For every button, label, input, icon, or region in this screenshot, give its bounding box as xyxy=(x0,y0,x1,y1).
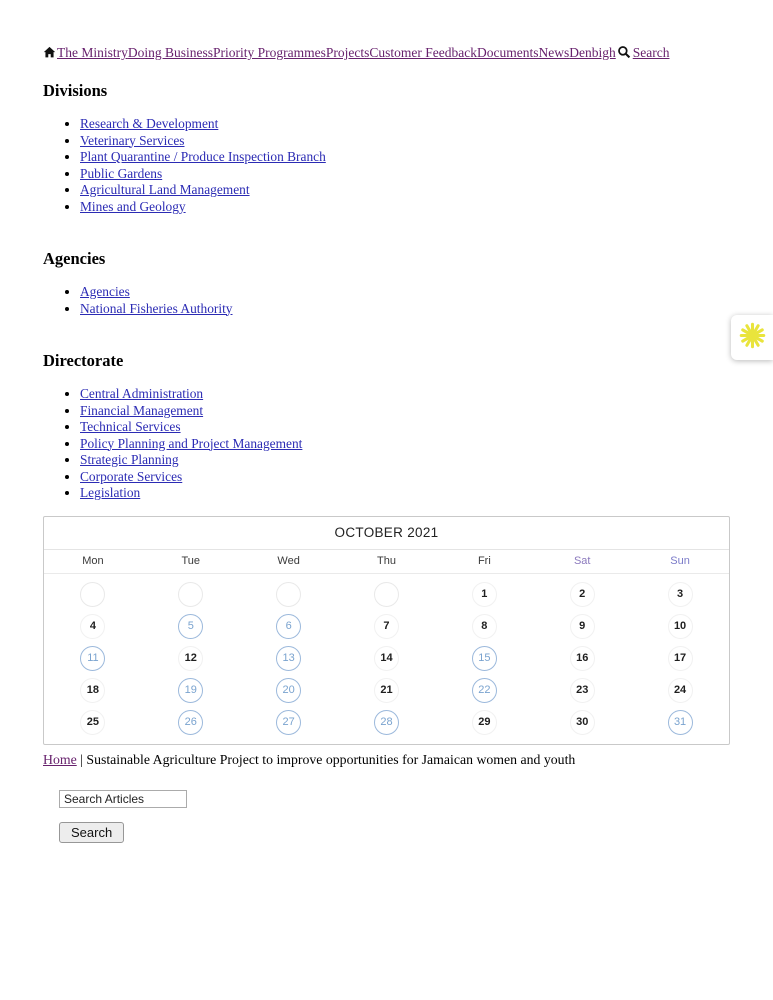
calendar-day-23: 23 xyxy=(570,678,595,703)
link-technical-services[interactable]: Technical Services xyxy=(80,419,181,434)
calendar-day-24: 24 xyxy=(668,678,693,703)
nav-links xyxy=(57,45,616,60)
link-financial-management[interactable]: Financial Management xyxy=(80,402,204,418)
calendar-day-9: 9 xyxy=(570,614,595,639)
calendar-cell xyxy=(44,582,142,607)
calendar-header-tue: Tue xyxy=(181,554,201,567)
section-title-directorate: Directorate xyxy=(43,351,124,370)
section-title-divisions: Divisions xyxy=(43,81,108,100)
calendar-day-15[interactable]: 15 xyxy=(472,646,497,671)
calendar-cell xyxy=(338,710,436,735)
calendar-empty-day xyxy=(80,582,105,607)
link-mines-and-geology[interactable]: Mines and Geology xyxy=(80,198,186,214)
link-agencies[interactable]: Agencies xyxy=(80,284,130,299)
calendar-cell xyxy=(44,710,142,735)
nav-search-link[interactable] xyxy=(616,45,670,60)
calendar-grid xyxy=(44,574,729,744)
calendar-empty-day xyxy=(374,582,399,607)
main-nav xyxy=(43,44,730,61)
calendar-cell xyxy=(44,646,142,671)
calendar-header-fri: Fri xyxy=(477,554,491,567)
list-item xyxy=(80,166,730,183)
calendar-cell xyxy=(435,614,533,639)
home-link[interactable] xyxy=(43,45,56,60)
calendar-cell xyxy=(240,710,338,735)
calendar-day-21: 21 xyxy=(374,678,399,703)
calendar-day-5[interactable]: 5 xyxy=(178,614,203,639)
calendar-header-wed: Wed xyxy=(277,554,300,567)
list-item xyxy=(80,133,730,150)
link-veterinary-services[interactable]: Veterinary Services xyxy=(80,132,185,148)
link-agricultural-land-management[interactable]: Agricultural Land Management xyxy=(80,182,250,197)
link-legislation[interactable]: Legislation xyxy=(80,485,141,500)
calendar-day-22[interactable]: 22 xyxy=(472,678,497,703)
calendar-day-6[interactable]: 6 xyxy=(276,614,301,639)
nav-link-projects[interactable]: Projects xyxy=(325,45,370,60)
calendar-cell xyxy=(44,678,142,703)
calendar-day-17: 17 xyxy=(668,646,693,671)
calendar-cell xyxy=(240,646,338,671)
calendar-day-8: 8 xyxy=(472,614,497,639)
calendar-cell xyxy=(631,646,729,671)
link-plant-quarantine-produce-inspection-branch[interactable]: Plant Quarantine / Produce Inspection Branch xyxy=(80,149,326,164)
calendar-cell xyxy=(142,614,240,639)
calendar-day-2: 2 xyxy=(570,582,595,607)
calendar-day-11[interactable]: 11 xyxy=(80,646,105,671)
calendar-cell xyxy=(533,710,631,735)
nav-link-the-ministry[interactable]: The Ministry xyxy=(57,45,128,60)
calendar-cell xyxy=(435,678,533,703)
nav-link-doing-business[interactable]: Doing Business xyxy=(127,45,214,60)
calendar-cell xyxy=(435,582,533,607)
sections xyxy=(43,81,730,502)
calendar-cell xyxy=(631,614,729,639)
calendar-cell xyxy=(435,710,533,735)
calendar-cell xyxy=(240,678,338,703)
list-item xyxy=(80,116,730,133)
calendar-empty-day xyxy=(178,582,203,607)
calendar-header-sun: Sun xyxy=(670,554,690,567)
calendar-header-mon: Mon xyxy=(82,554,104,567)
list-item xyxy=(80,403,730,420)
calendar-cell xyxy=(631,710,729,735)
calendar-cell xyxy=(631,678,729,703)
search-articles-input[interactable] xyxy=(59,790,187,808)
calendar-day-1: 1 xyxy=(472,582,497,607)
calendar-day-4: 4 xyxy=(80,614,105,639)
calendar-cell xyxy=(533,582,631,607)
article-search xyxy=(59,790,730,843)
calendar-day-18: 18 xyxy=(80,678,105,703)
breadcrumb xyxy=(43,752,730,768)
link-corporate-services[interactable]: Corporate Services xyxy=(80,468,183,484)
search-button[interactable]: Search xyxy=(59,822,124,843)
section-title-agencies: Agencies xyxy=(43,249,106,268)
calendar-cell xyxy=(631,582,729,607)
nav-link-priority-programmes[interactable]: Priority Programmes xyxy=(213,45,326,60)
list-item xyxy=(80,284,730,301)
calendar-cell xyxy=(533,646,631,671)
nav-link-denbigh[interactable]: Denbigh xyxy=(569,45,616,60)
nav-link-customer-feedback[interactable]: Customer Feedback xyxy=(369,45,477,60)
calendar-day-13[interactable]: 13 xyxy=(276,646,301,671)
link-national-fisheries-authority[interactable]: National Fisheries Authority xyxy=(80,300,233,316)
list-item xyxy=(80,419,730,436)
link-central-administration[interactable]: Central Administration xyxy=(80,386,204,401)
list-item xyxy=(80,386,730,403)
breadcrumb-home-link[interactable]: Home xyxy=(43,751,77,767)
calendar-day-19[interactable]: 19 xyxy=(178,678,203,703)
calendar xyxy=(43,516,730,745)
calendar-cell xyxy=(142,582,240,607)
calendar-cell xyxy=(338,614,436,639)
asterisk-icon xyxy=(739,322,766,354)
calendar-day-3: 3 xyxy=(668,582,693,607)
search-icon xyxy=(616,45,633,60)
calendar-day-28[interactable]: 28 xyxy=(374,710,399,735)
calendar-cell xyxy=(142,710,240,735)
list-item xyxy=(80,301,730,318)
list-item xyxy=(80,149,730,166)
calendar-day-14: 14 xyxy=(374,646,399,671)
home-icon xyxy=(43,45,56,60)
link-public-gardens[interactable]: Public Gardens xyxy=(80,165,163,181)
calendar-day-20[interactable]: 20 xyxy=(276,678,301,703)
accessibility-widget[interactable] xyxy=(731,315,773,360)
page-title: Sustainable Agriculture Project to improve opportunities for Jamaican women and youth xyxy=(86,751,576,767)
nav-link-news[interactable]: News xyxy=(538,45,570,60)
list-item xyxy=(80,485,730,502)
calendar-cell xyxy=(142,678,240,703)
calendar-day-26[interactable]: 26 xyxy=(178,710,203,735)
calendar-day-25: 25 xyxy=(80,710,105,735)
list-item xyxy=(80,436,730,453)
calendar-title: OCTOBER 2021 xyxy=(44,517,729,550)
nav-link-documents[interactable]: Documents xyxy=(477,45,539,60)
calendar-day-16: 16 xyxy=(570,646,595,671)
calendar-header-sat: Sat xyxy=(573,554,591,567)
calendar-day-30: 30 xyxy=(570,710,595,735)
calendar-cell xyxy=(338,582,436,607)
list-item xyxy=(80,469,730,486)
calendar-empty-day xyxy=(276,582,301,607)
list-item xyxy=(80,199,730,216)
calendar-cell xyxy=(338,646,436,671)
list-item xyxy=(80,182,730,199)
calendar-cell xyxy=(533,678,631,703)
calendar-cell xyxy=(240,614,338,639)
calendar-cell xyxy=(338,678,436,703)
calendar-day-headers xyxy=(44,550,729,574)
calendar-cell xyxy=(533,614,631,639)
section-list-divisions xyxy=(43,116,730,215)
calendar-day-31[interactable]: 31 xyxy=(668,710,693,735)
calendar-cell xyxy=(44,614,142,639)
calendar-day-10: 10 xyxy=(668,614,693,639)
section-list-directorate xyxy=(43,386,730,502)
breadcrumb-separator: | xyxy=(76,751,87,767)
calendar-cell xyxy=(142,646,240,671)
link-research-development[interactable]: Research & Development xyxy=(80,116,219,131)
link-policy-planning-and-project-management[interactable]: Policy Planning and Project Management xyxy=(80,435,303,451)
calendar-day-29: 29 xyxy=(472,710,497,735)
calendar-cell xyxy=(435,646,533,671)
link-strategic-planning[interactable]: Strategic Planning xyxy=(80,452,179,467)
nav-search-label: Search xyxy=(632,45,670,60)
section-list-agencies xyxy=(43,284,730,317)
list-item xyxy=(80,452,730,469)
calendar-day-7: 7 xyxy=(374,614,399,639)
calendar-cell xyxy=(240,582,338,607)
calendar-day-27[interactable]: 27 xyxy=(276,710,301,735)
calendar-day-12: 12 xyxy=(178,646,203,671)
calendar-header-thu: Thu xyxy=(377,554,396,567)
